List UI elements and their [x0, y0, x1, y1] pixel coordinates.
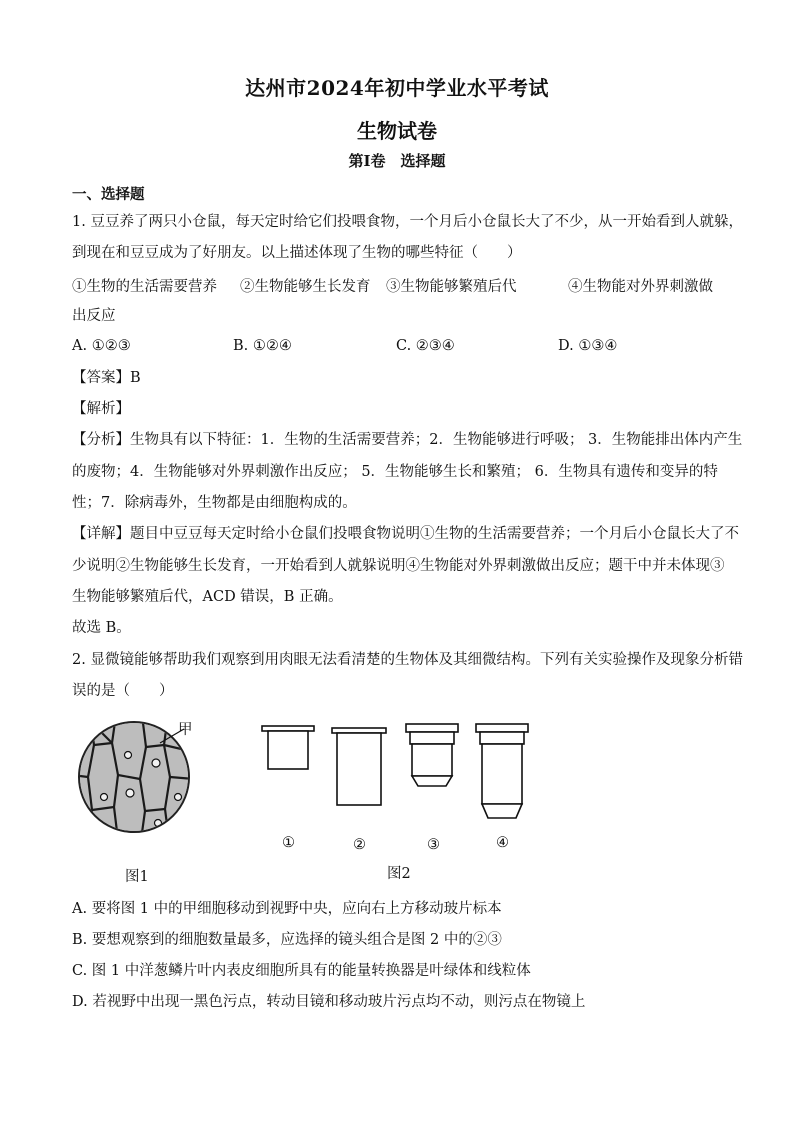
q2-option-d: D. 若视野中出现一黑色污点，转动目镜和移动玻片污点均不动，则污点在物镜上	[72, 994, 586, 1010]
q1-answer: 【答案】B	[72, 370, 141, 386]
q1-option-a: A. ①②③	[72, 338, 131, 354]
lens-label-1: ①	[282, 835, 295, 851]
q1-stem-line-1: 1. 豆豆养了两只小仓鼠，每天定时给它们投喂食物，一个月后小仓鼠长大了不少，从一开始看到人就躲，	[72, 214, 743, 230]
q1-option-d: D. ①③④	[558, 338, 618, 354]
q1-item-4-wrap: 出反应	[72, 308, 116, 324]
q1-conclusion: 故选 B。	[72, 620, 131, 636]
q1-item-4: ④生物能对外界刺激做	[568, 279, 713, 295]
figure-2-lenses	[258, 718, 558, 828]
lens-label-3: ③	[427, 837, 440, 853]
q1-option-c: C. ②③④	[396, 338, 455, 354]
q1-xiangjie-line-1: 【详解】题目中豆豆每天定时给小仓鼠们投喂食物说明①生物的生活需要营养；一个月后小仓鼠长大了不	[72, 526, 739, 542]
q1-item-1: ①生物的生活需要营养	[72, 279, 217, 295]
q1-xiangjie-line-2: 少说明②生物能够生长发育，一开始看到人就躲说明④生物能对外界刺激做出反应；题干中并未体现③	[72, 558, 725, 574]
section-heading: 一、选择题	[72, 186, 145, 203]
lens-label-4: ④	[496, 835, 509, 851]
q2-option-b: B. 要想观察到的细胞数量最多，应选择的镜头组合是图 2 中的②③	[72, 932, 502, 948]
q1-item-3: ③生物能够繁殖后代	[386, 279, 517, 295]
q1-option-b: B. ①②④	[233, 338, 292, 354]
q1-fenxi-line-1: 【分析】生物具有以下特征：1．生物的生活需要营养；2．生物能够进行呼吸； 3．生物能排出体内产生	[72, 432, 743, 448]
q2-option-c: C. 图 1 中洋葱鳞片叶内表皮细胞所具有的能量转换器是叶绿体和线粒体	[72, 963, 531, 979]
part-heading: 第Ⅰ卷 选择题	[348, 152, 446, 170]
q2-stem-line-1: 2. 显微镜能够帮助我们观察到用肉眼无法看清楚的生物体及其细微结构。下列有关实验操作及现象分析错	[72, 652, 743, 668]
q1-fenxi-line-2: 的废物；4．生物能够对外界刺激作出反应； 5．生物能够生长和繁殖； 6．生物具有遗传和变异的特	[72, 464, 718, 480]
figure-2-caption: 图2	[387, 866, 411, 882]
q1-analysis-label: 【解析】	[72, 401, 130, 417]
exam-subtitle: 生物试卷	[357, 119, 437, 143]
q2-option-a: A. 要将图 1 中的甲细胞移动到视野中央，应向右上方移动玻片标本	[72, 901, 502, 917]
q1-item-2: ②生物能够生长发育	[240, 279, 371, 295]
q2-stem-line-2: 误的是（ ）	[72, 683, 174, 699]
lens-label-2: ②	[353, 837, 366, 853]
figure-1-label-jia: 甲	[178, 722, 193, 738]
q1-stem-line-2: 到现在和豆豆成为了好朋友。以上描述体现了生物的哪些特征（ ）	[72, 245, 522, 261]
figure-1-caption: 图1	[125, 869, 149, 885]
q1-fenxi-line-3: 性；7．除病毒外，生物都是由细胞构成的。	[72, 495, 357, 511]
q1-xiangjie-line-3: 生物能够繁殖后代，ACD 错误，B 正确。	[72, 589, 343, 605]
exam-title: 达州市2024年初中学业水平考试	[245, 76, 549, 100]
